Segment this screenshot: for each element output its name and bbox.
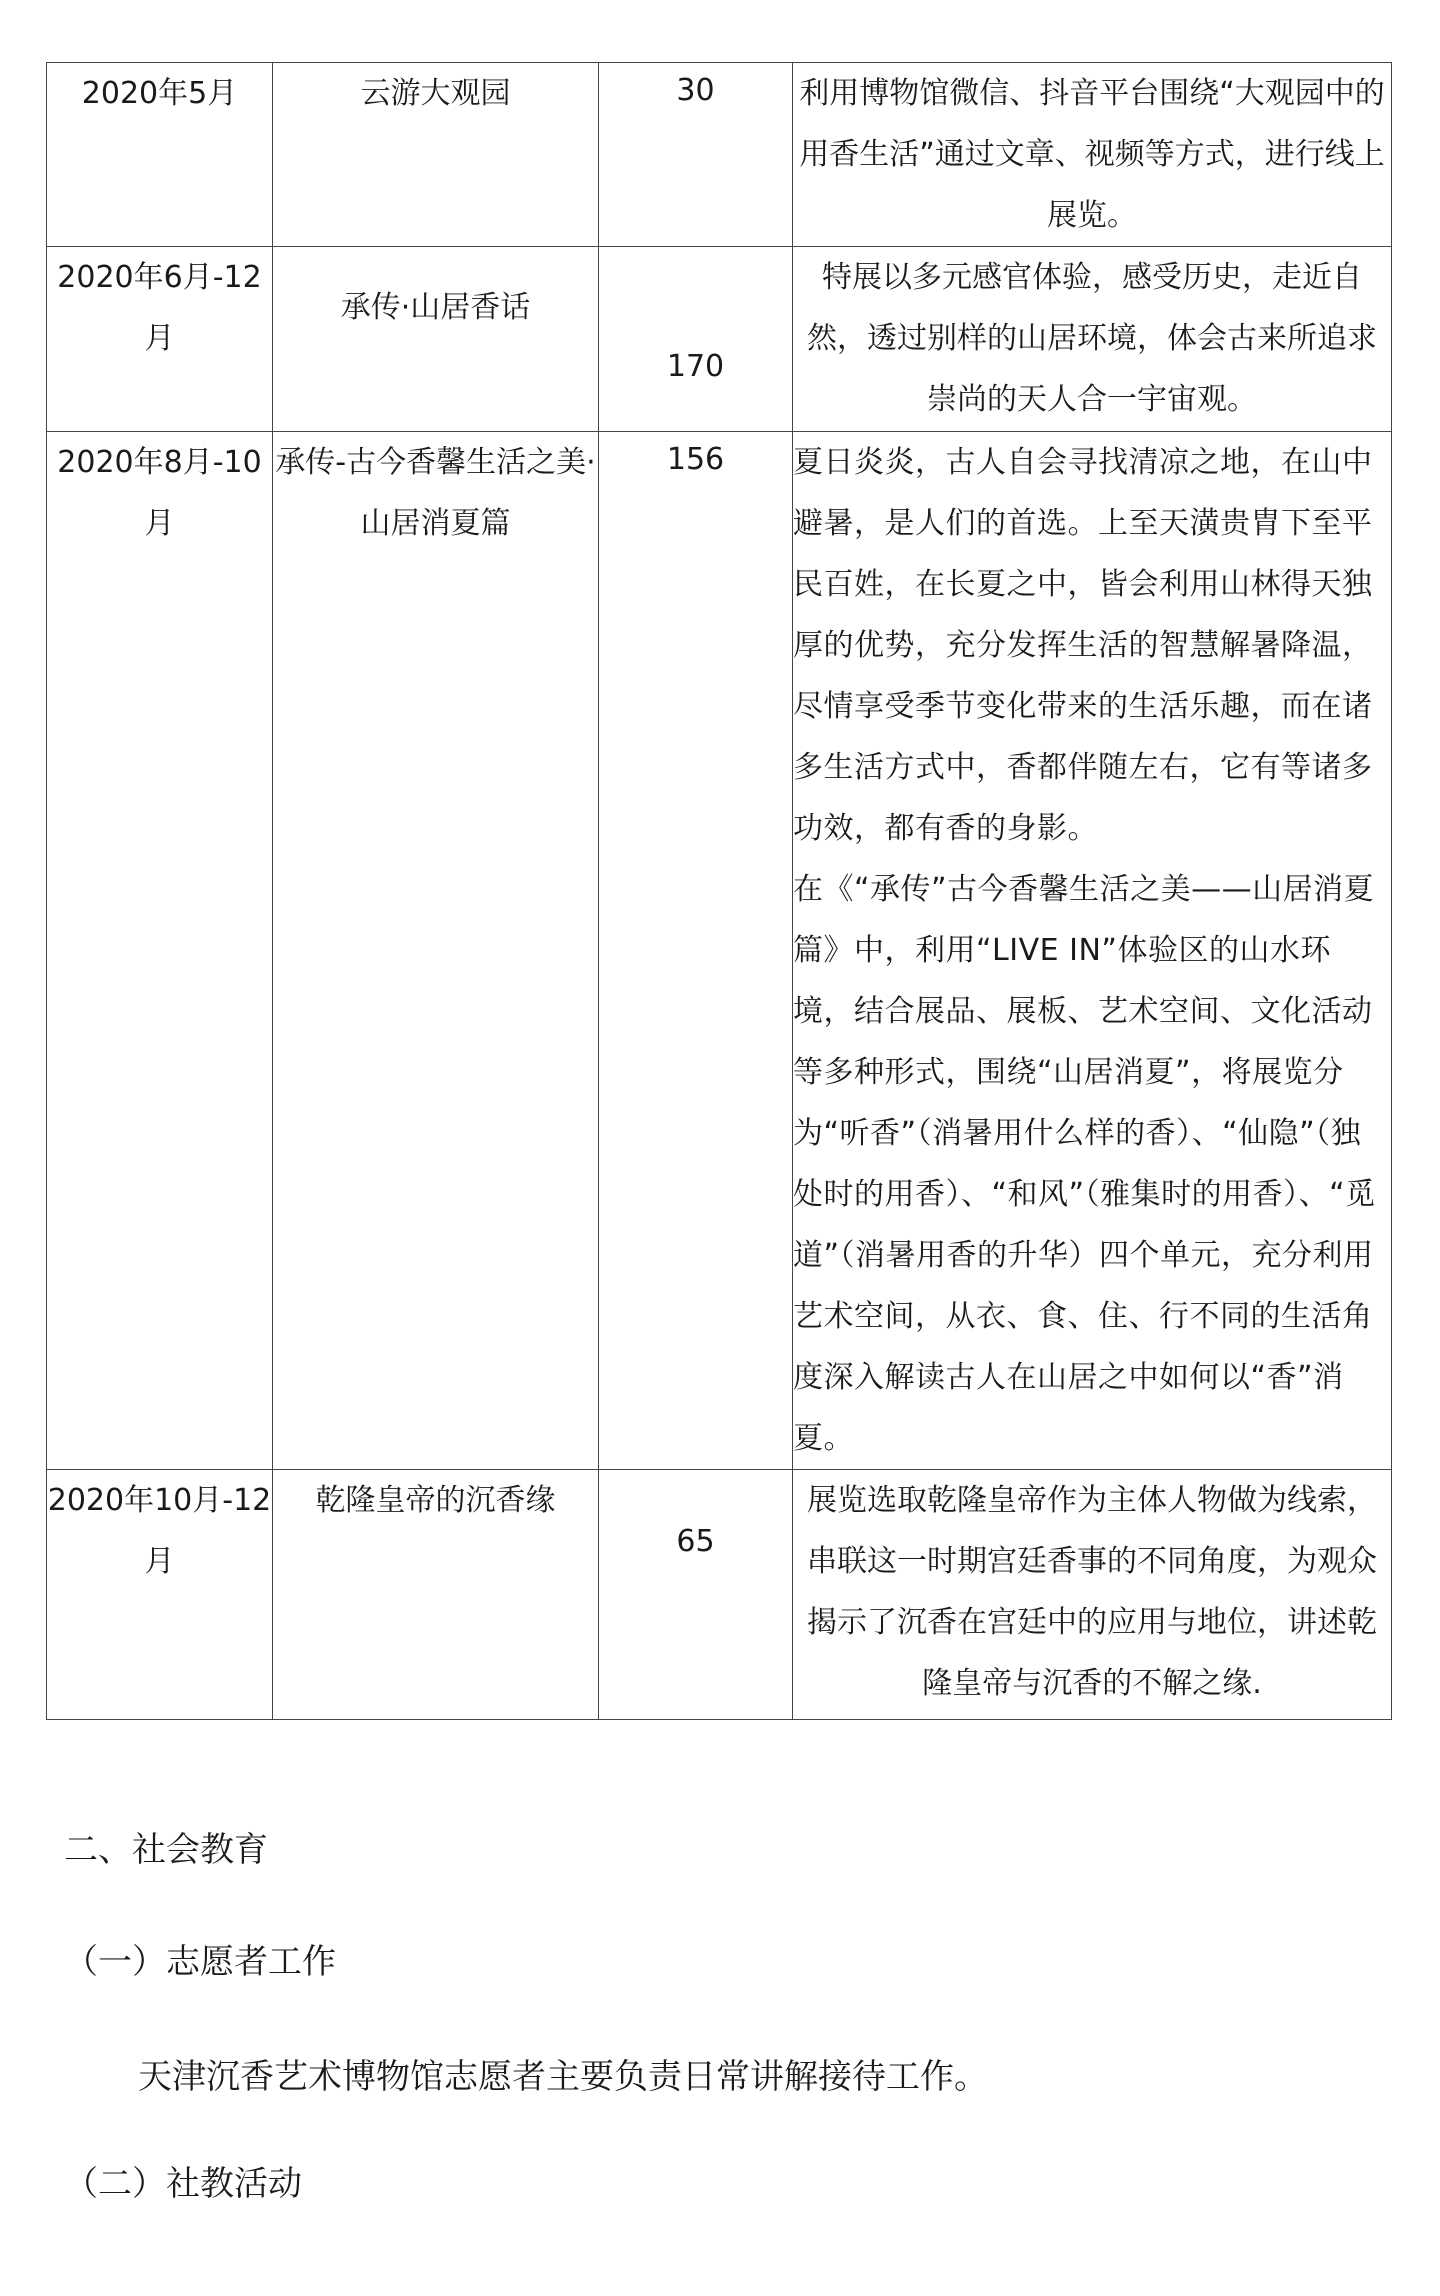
- exhibit-date: 2020年5月: [47, 63, 273, 247]
- exhibit-count: 30: [676, 73, 715, 108]
- exhibit-count: 170: [666, 349, 725, 384]
- subsection-heading-volunteers: （一）志愿者工作: [64, 1942, 336, 1982]
- exhibit-date: 2020年10月-12月: [47, 1470, 273, 1720]
- exhibit-count-cell: [599, 247, 793, 432]
- volunteers-paragraph: 天津沉香艺术博物馆志愿者主要负责日常讲解接待工作。: [138, 2057, 988, 2097]
- exhibit-title: 乾隆皇帝的沉香缘: [273, 1470, 599, 1720]
- exhibit-date: 2020年8月-10月: [47, 432, 273, 1470]
- exhibit-count: 156: [666, 442, 725, 477]
- exhibit-count-cell: [599, 432, 793, 1470]
- exhibit-description: 展览选取乾隆皇帝作为主体人物做为线索，串联这一时期宫廷香事的不同角度，为观众揭示了沉香在宫廷中的应用与地位，讲述乾隆皇帝与沉香的不解之缘.: [793, 1470, 1392, 1720]
- exhibit-description: 特展以多元感官体验，感受历史，走近自然，透过别样的山居环境，体会古来所追求崇尚的天人合一宇宙观。: [793, 247, 1392, 432]
- exhibit-title-cell: [273, 247, 599, 432]
- table-row: [47, 432, 1392, 1470]
- exhibit-count: 65: [676, 1524, 715, 1559]
- section-heading: 二、社会教育: [64, 1830, 268, 1870]
- exhibit-title: 承传-古今香馨生活之美·山居消夏篇: [273, 432, 599, 1470]
- table-row: [47, 63, 1392, 247]
- table-row: [47, 247, 1392, 432]
- exhibit-description-cell: [793, 432, 1392, 1470]
- exhibit-description-p2: 在《“承传”古今香馨生活之美——山居消夏篇》中，利用“LIVE IN”体验区的山水环境，结合展品、展板、艺术空间、文化活动等多种形式，围绕“山居消夏”，将展览分为“听香”（消暑用什么样的香）、“仙隐”（独处时的用香）、“和风”（雅集时的用香）、“觅道”（消暑用香的升华）四个单元，充分利用艺术空间，从衣、食、住、行不同的生活角度深入解读古人在山居之中如何以“香”消夏。: [793, 872, 1376, 1456]
- exhibit-description: 利用博物馆微信、抖音平台围绕“大观园中的用香生活”通过文章、视频等方式，进行线上展览。: [793, 63, 1392, 247]
- table-row: [47, 1470, 1392, 1720]
- exhibit-count-cell: [599, 1470, 793, 1720]
- exhibit-date: 2020年6月-12月: [47, 247, 273, 432]
- exhibition-table: [46, 62, 1392, 1720]
- exhibit-title: 云游大观园: [273, 63, 599, 247]
- exhibit-description-p1: 夏日炎炎，古人自会寻找清凉之地，在山中避暑，是人们的首选。上至天潢贵胄下至平民百姓，在长夏之中，皆会利用山林得天独厚的优势，充分发挥生活的智慧解暑降温，尽情享受季节变化带来的生活乐趣，而在诸多生活方式中，香都伴随左右，它有等诸多功效，都有香的身影。: [793, 445, 1373, 846]
- exhibit-count-cell: [599, 63, 793, 247]
- subsection-heading-activities: （二）社教活动: [64, 2164, 302, 2204]
- exhibit-title: 承传·山居香话: [340, 290, 531, 325]
